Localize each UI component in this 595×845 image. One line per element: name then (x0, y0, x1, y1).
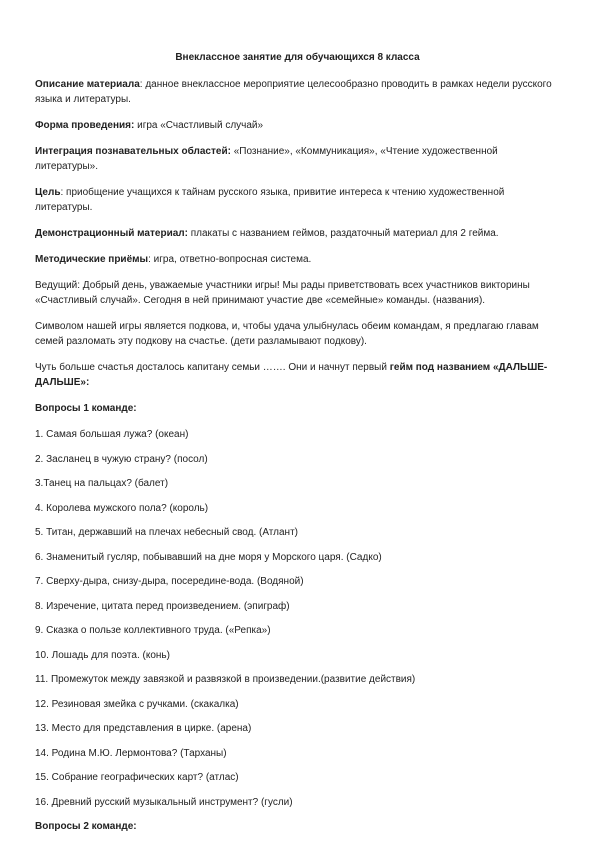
integration-paragraph (35, 144, 560, 174)
document-page (35, 50, 560, 845)
integration-text: «Познание», «Коммуникация», «Чтение художественной литературы». (35, 146, 498, 172)
question-item: 11. Промежуток между завязкой и развязкой в произведении.(развитие действия) (35, 674, 416, 685)
demo-paragraph (35, 226, 560, 241)
demo-label: Демонстрационный материал: (35, 228, 188, 239)
question-item: 7. Сверху-дыра, снизу-дыра, посередине-вода. (Водяной) (35, 576, 304, 587)
question-item: 3.Танец на пальцах? (балет) (35, 478, 169, 489)
demo-text: плакаты с названием геймов, раздаточный материал для 2 гейма. (187, 228, 499, 239)
form-text: игра «Счастливый случай» (134, 120, 264, 131)
methods-paragraph (35, 252, 560, 267)
question-item: 5. Титан, державший на плечах небесный свод. (Атлант) (35, 527, 298, 538)
intro3-text: Чуть больше счастья досталось капитану семьи ……. Они и начнут первый (35, 362, 390, 373)
team2-questions-heading: Вопросы 2 команде: (35, 821, 137, 832)
description-label: Описание материала (35, 79, 140, 90)
team1-questions-list (35, 427, 560, 810)
intro-paragraph-2: Символом нашей игры является подкова, и, чтобы удача улыбнулась обеим командам, я предлагаю главам семей разломать эту подкову на счастье. (дети разламывают подкову). (35, 321, 539, 347)
question-item: 14. Родина М.Ю. Лермонтова? (Тарханы) (35, 747, 227, 759)
intro-paragraph-3 (35, 360, 560, 390)
question-item: 10. Лошадь для поэта. (конь) (35, 649, 170, 661)
question-item: 13. Место для представления в цирке. (арена) (35, 723, 252, 734)
question-item: 9. Сказка о пользе коллективного труда. («Репка») (35, 625, 271, 636)
question-item: 2. Засланец в чужую страну? (посол) (35, 453, 208, 465)
question-item: 1. Самая большая лужа? (океан) (35, 429, 189, 440)
goal-label: Цель (35, 187, 61, 198)
question-item: 15. Собрание географических карт? (атлас) (35, 772, 239, 783)
question-item: 12. Резиновая змейка с ручками. (скакалка) (35, 698, 239, 710)
question-item: 16. Древний русский музыкальный инструмент? (гусли) (35, 796, 293, 808)
goal-paragraph (35, 185, 560, 215)
goal-text: : приобщение учащихся к тайнам русского языка, привитие интереса к чтению художественной литературы. (35, 187, 505, 213)
integration-label: Интеграция познавательных областей: (35, 146, 231, 157)
question-item: 6. Знаменитый гусляр, побывавший на дне моря у Морского царя. (Садко) (35, 551, 382, 563)
question-item: 8. Изречение, цитата перед произведением. (эпиграф) (35, 600, 290, 612)
description-paragraph (35, 77, 560, 107)
form-label: Форма проведения: (35, 120, 135, 131)
team1-questions-heading: Вопросы 1 команде: (35, 403, 137, 414)
intro-paragraph-1: Ведущий: Добрый день, уважаемые участники игры! Мы рады приветствовать всех участников викторины «Счастливый случай». Сегодня в ней принимают участие две «семейные» команды. (названия). (35, 280, 530, 306)
description-text: : данное внеклассное мероприятие целесообразно проводить в рамках недели русского языка и литературы. (35, 79, 552, 105)
intro3-bold: гейм под названием «ДАЛЬШЕ-ДАЛЬШЕ»: (35, 362, 548, 388)
question-item: 4. Королева мужского пола? (король) (35, 502, 209, 514)
methods-label: Методические приёмы (35, 254, 149, 265)
methods-text: : игра, ответно-вопросная система. (148, 254, 312, 265)
document-title: Внеклассное занятие для обучающихся 8 класса (175, 52, 420, 63)
form-paragraph (35, 118, 560, 133)
